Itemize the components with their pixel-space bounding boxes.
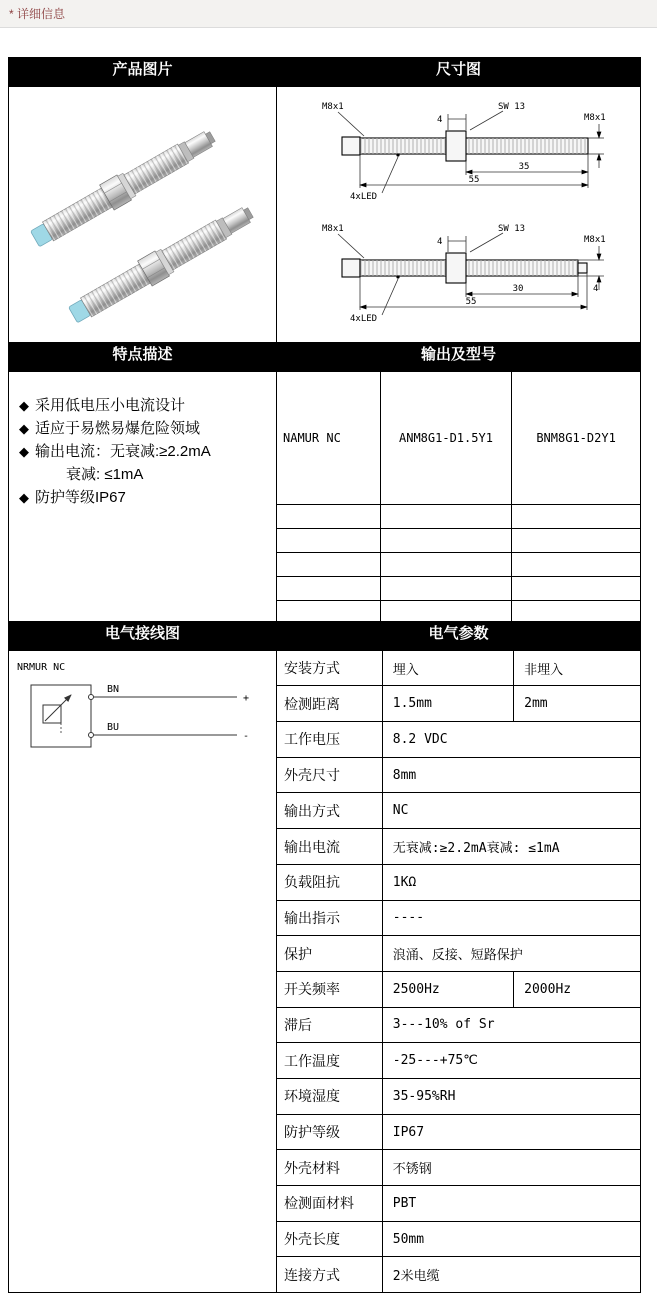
dim-label: 4xLED (349, 192, 377, 202)
dim-label: 35 (518, 162, 529, 172)
diamond-bullet-icon: ◆ (19, 444, 29, 459)
param-row (277, 722, 640, 758)
param-label: 环境湿度 (277, 1078, 382, 1114)
param-row (277, 829, 640, 865)
feature-item (17, 486, 268, 509)
header-product-image: 产品图片 (9, 58, 277, 87)
model-number: BNM8G1-D2Y1 (512, 372, 640, 505)
param-row (277, 1007, 640, 1043)
header-features: 特点描述 (9, 343, 277, 372)
wire-bu-label: BU (107, 722, 120, 733)
param-label: 负载阻抗 (277, 864, 382, 900)
wiring-diagram-cell (9, 651, 277, 1293)
feature-text: 输出电流：无衰减:≥2.2mA (35, 443, 211, 460)
sensor-lower (65, 200, 257, 328)
dim-label: 4 (592, 284, 598, 294)
product-photo-image (13, 87, 273, 335)
features-cell (9, 372, 277, 622)
dim-label: 4xLED (349, 314, 377, 324)
param-row (277, 1114, 640, 1150)
feature-item (17, 417, 268, 440)
param-value: 2mm (514, 686, 640, 722)
content-row-1 (9, 87, 641, 343)
param-value: 3---10% of Sr (382, 1007, 640, 1043)
param-label: 外壳长度 (277, 1221, 382, 1257)
param-label: 连接方式 (277, 1257, 382, 1292)
param-row (277, 686, 640, 722)
model-row (277, 529, 640, 553)
param-row (277, 971, 640, 1007)
params-cell (277, 651, 641, 1293)
dim-label: 4 (436, 237, 442, 247)
param-value: 2米电缆 (382, 1257, 640, 1292)
model-row (277, 505, 640, 529)
param-row (277, 1150, 640, 1186)
params-table (277, 651, 640, 1292)
detail-info-bar (0, 0, 657, 28)
param-value: 浪涌、反接、短路保护 (382, 936, 640, 972)
param-label: 检测距离 (277, 686, 382, 722)
header-row-1 (9, 58, 641, 87)
param-row (277, 936, 640, 972)
param-value: 2500Hz (382, 971, 513, 1007)
param-value: 1KΩ (382, 864, 640, 900)
param-row (277, 1043, 640, 1079)
dim-label: SW 13 (497, 224, 525, 234)
param-row (277, 651, 640, 686)
header-row-3 (9, 622, 641, 651)
content-row-3 (9, 651, 641, 1293)
param-label: 输出方式 (277, 793, 382, 829)
header-row-2 (9, 343, 641, 372)
output-model-table (277, 372, 640, 621)
wiring-diagram-image (15, 659, 265, 774)
param-value: 50mm (382, 1221, 640, 1257)
product-photo-cell (9, 87, 277, 343)
content-row-2 (9, 372, 641, 622)
param-value: 埋入 (382, 651, 513, 686)
dim-label: M8x1 (321, 224, 344, 234)
param-label: 保护 (277, 936, 382, 972)
feature-text-continued: 衰减: ≤1mA (66, 466, 144, 483)
param-value: IP67 (382, 1114, 640, 1150)
dimension-drawing-flush (296, 97, 622, 209)
model-row (277, 577, 640, 601)
header-params: 电气参数 (277, 622, 641, 651)
param-label: 工作电压 (277, 722, 382, 758)
param-value: 不锈钢 (382, 1150, 640, 1186)
dim-label: 55 (468, 175, 479, 185)
param-label: 检测面材料 (277, 1186, 382, 1222)
header-output-model: 输出及型号 (277, 343, 641, 372)
param-label: 滞后 (277, 1007, 382, 1043)
dim-label: M8x1 (583, 235, 606, 245)
param-value: 无衰减:≥2.2mA衰减: ≤1mA (382, 829, 640, 865)
param-label: 安装方式 (277, 651, 382, 686)
param-value: 8mm (382, 757, 640, 793)
param-value: NC (382, 793, 640, 829)
param-row (277, 1078, 640, 1114)
diamond-bullet-icon: ◆ (19, 421, 29, 436)
dim-label: 4 (436, 115, 442, 125)
param-row (277, 793, 640, 829)
param-value: PBT (382, 1186, 640, 1222)
features-list (9, 372, 276, 509)
diamond-bullet-icon: ◆ (19, 490, 29, 505)
dim-label: M8x1 (321, 102, 344, 112)
wire-bn-label: BN (107, 684, 120, 695)
wire-minus-label: - (243, 731, 250, 742)
model-number: ANM8G1-D1.5Y1 (380, 372, 511, 505)
model-row (277, 601, 640, 621)
param-label: 输出电流 (277, 829, 382, 865)
param-value: ---- (382, 900, 640, 936)
param-label: 外壳尺寸 (277, 757, 382, 793)
dim-label: 30 (512, 284, 523, 294)
dim-label: SW 13 (497, 102, 525, 112)
model-row (277, 553, 640, 577)
diamond-bullet-icon: ◆ (19, 398, 29, 413)
header-wiring: 电气接线图 (9, 622, 277, 651)
header-dimension: 尺寸图 (277, 58, 641, 87)
model-row (277, 372, 640, 505)
param-value: 2000Hz (514, 971, 640, 1007)
detail-info-label: * 详细信息 (9, 7, 66, 21)
param-value: 1.5mm (382, 686, 513, 722)
param-label: 外壳材料 (277, 1150, 382, 1186)
spec-table (8, 57, 641, 1293)
feature-text: 采用低电压小电流设计 (35, 397, 186, 414)
param-value: 35-95%RH (382, 1078, 640, 1114)
param-value: 非埋入 (514, 651, 640, 686)
param-label: 输出指示 (277, 900, 382, 936)
param-value: -25---+75℃ (382, 1043, 640, 1079)
param-row (277, 1186, 640, 1222)
dim-label: M8x1 (583, 113, 606, 123)
dimension-drawing-nonflush (296, 219, 622, 331)
dim-label: 55 (465, 297, 476, 307)
param-label: 开关频率 (277, 971, 382, 1007)
param-label: 防护等级 (277, 1114, 382, 1150)
feature-item (17, 394, 268, 417)
feature-text: 适应于易燃易爆危险领域 (35, 420, 201, 437)
wire-plus-label: + (243, 693, 250, 704)
output-model-cell (277, 372, 641, 622)
feature-item (17, 440, 268, 463)
param-row (277, 757, 640, 793)
param-row (277, 864, 640, 900)
sensor-upper (27, 124, 219, 252)
model-type: NAMUR NC (277, 372, 380, 505)
param-row (277, 900, 640, 936)
feature-text: 防护等级IP67 (35, 489, 126, 506)
param-label: 工作温度 (277, 1043, 382, 1079)
dimension-drawings-cell (277, 87, 641, 343)
param-value: 8.2 VDC (382, 722, 640, 758)
wiring-title: NRMUR NC (17, 662, 66, 673)
param-row (277, 1221, 640, 1257)
param-row (277, 1257, 640, 1292)
